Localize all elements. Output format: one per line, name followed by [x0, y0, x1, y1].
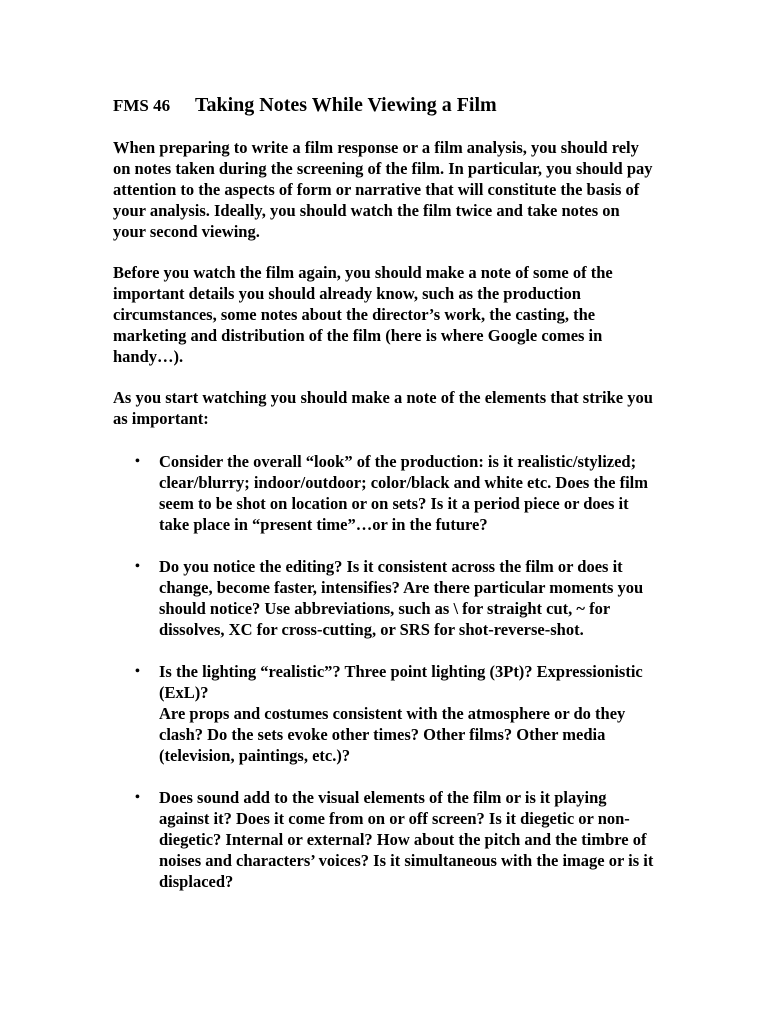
bullet-text: Consider the overall “look” of the production: is it realistic/stylized; clear/blurry; indoor/outdoor; color/black and white etc. Does the film seem to be shot on location or on sets? Is it a period piece or does it take place in “present time”…or in the future? — [159, 452, 648, 534]
bullet-item-look — [113, 451, 658, 535]
document-title: Taking Notes While Viewing a Film — [195, 94, 497, 116]
bullet-marker: • — [135, 664, 140, 679]
bullet-text: Do you notice the editing? Is it consistent across the film or does it change, become faster, intensifies? Are there particular moments you should notice? Use abbreviations, such as \ for straight cut, ~ for dissolves, XC for cross-cutting, or SRS for shot-reverse-shot. — [159, 557, 644, 639]
preparation-paragraph: Before you watch the film again, you should make a note of some of the important details you should already know, such as the production circumstances, some notes about the director’s work, the casting, the marketing and distribution of the film (here is where Google comes in handy…). — [113, 263, 613, 366]
intro-paragraph: When preparing to write a film response or a film analysis, you should rely on notes taken during the screening of the film. In particular, you should pay attention to the aspects of form or narrative that will constitute the basis of your analysis. Ideally, you should watch the film twice and take notes on your second viewing. — [113, 138, 653, 241]
bullet-item-lighting — [113, 661, 658, 766]
document-heading — [113, 93, 673, 119]
bullet-marker: • — [135, 454, 140, 469]
bullet-item-editing — [113, 556, 658, 640]
bullet-marker: • — [135, 790, 140, 805]
watching-paragraph: As you start watching you should make a note of the elements that strike you as important: — [113, 388, 653, 428]
bullet-item-sound — [113, 787, 658, 892]
notes-bullet-list — [113, 451, 658, 913]
bullet-text: Are props and costumes consistent with the atmosphere or do they clash? Do the sets evoke other times? Other films? Other media (television, paintings, etc.)? — [159, 704, 626, 765]
bullet-text: Is the lighting “realistic”? Three point lighting (3Pt)? Expressionistic (ExL)? — [159, 662, 643, 702]
bullet-text: Does sound add to the visual elements of the film or is it playing against it? Does it come from on or off screen? Is it diegetic or non-diegetic? Internal or external? How about the pitch and the timbre of noises and characters’ voices? Is it simultaneous with the image or is it displaced? — [159, 788, 654, 891]
bullet-marker: • — [135, 559, 140, 574]
course-code: FMS 46 — [113, 96, 171, 115]
